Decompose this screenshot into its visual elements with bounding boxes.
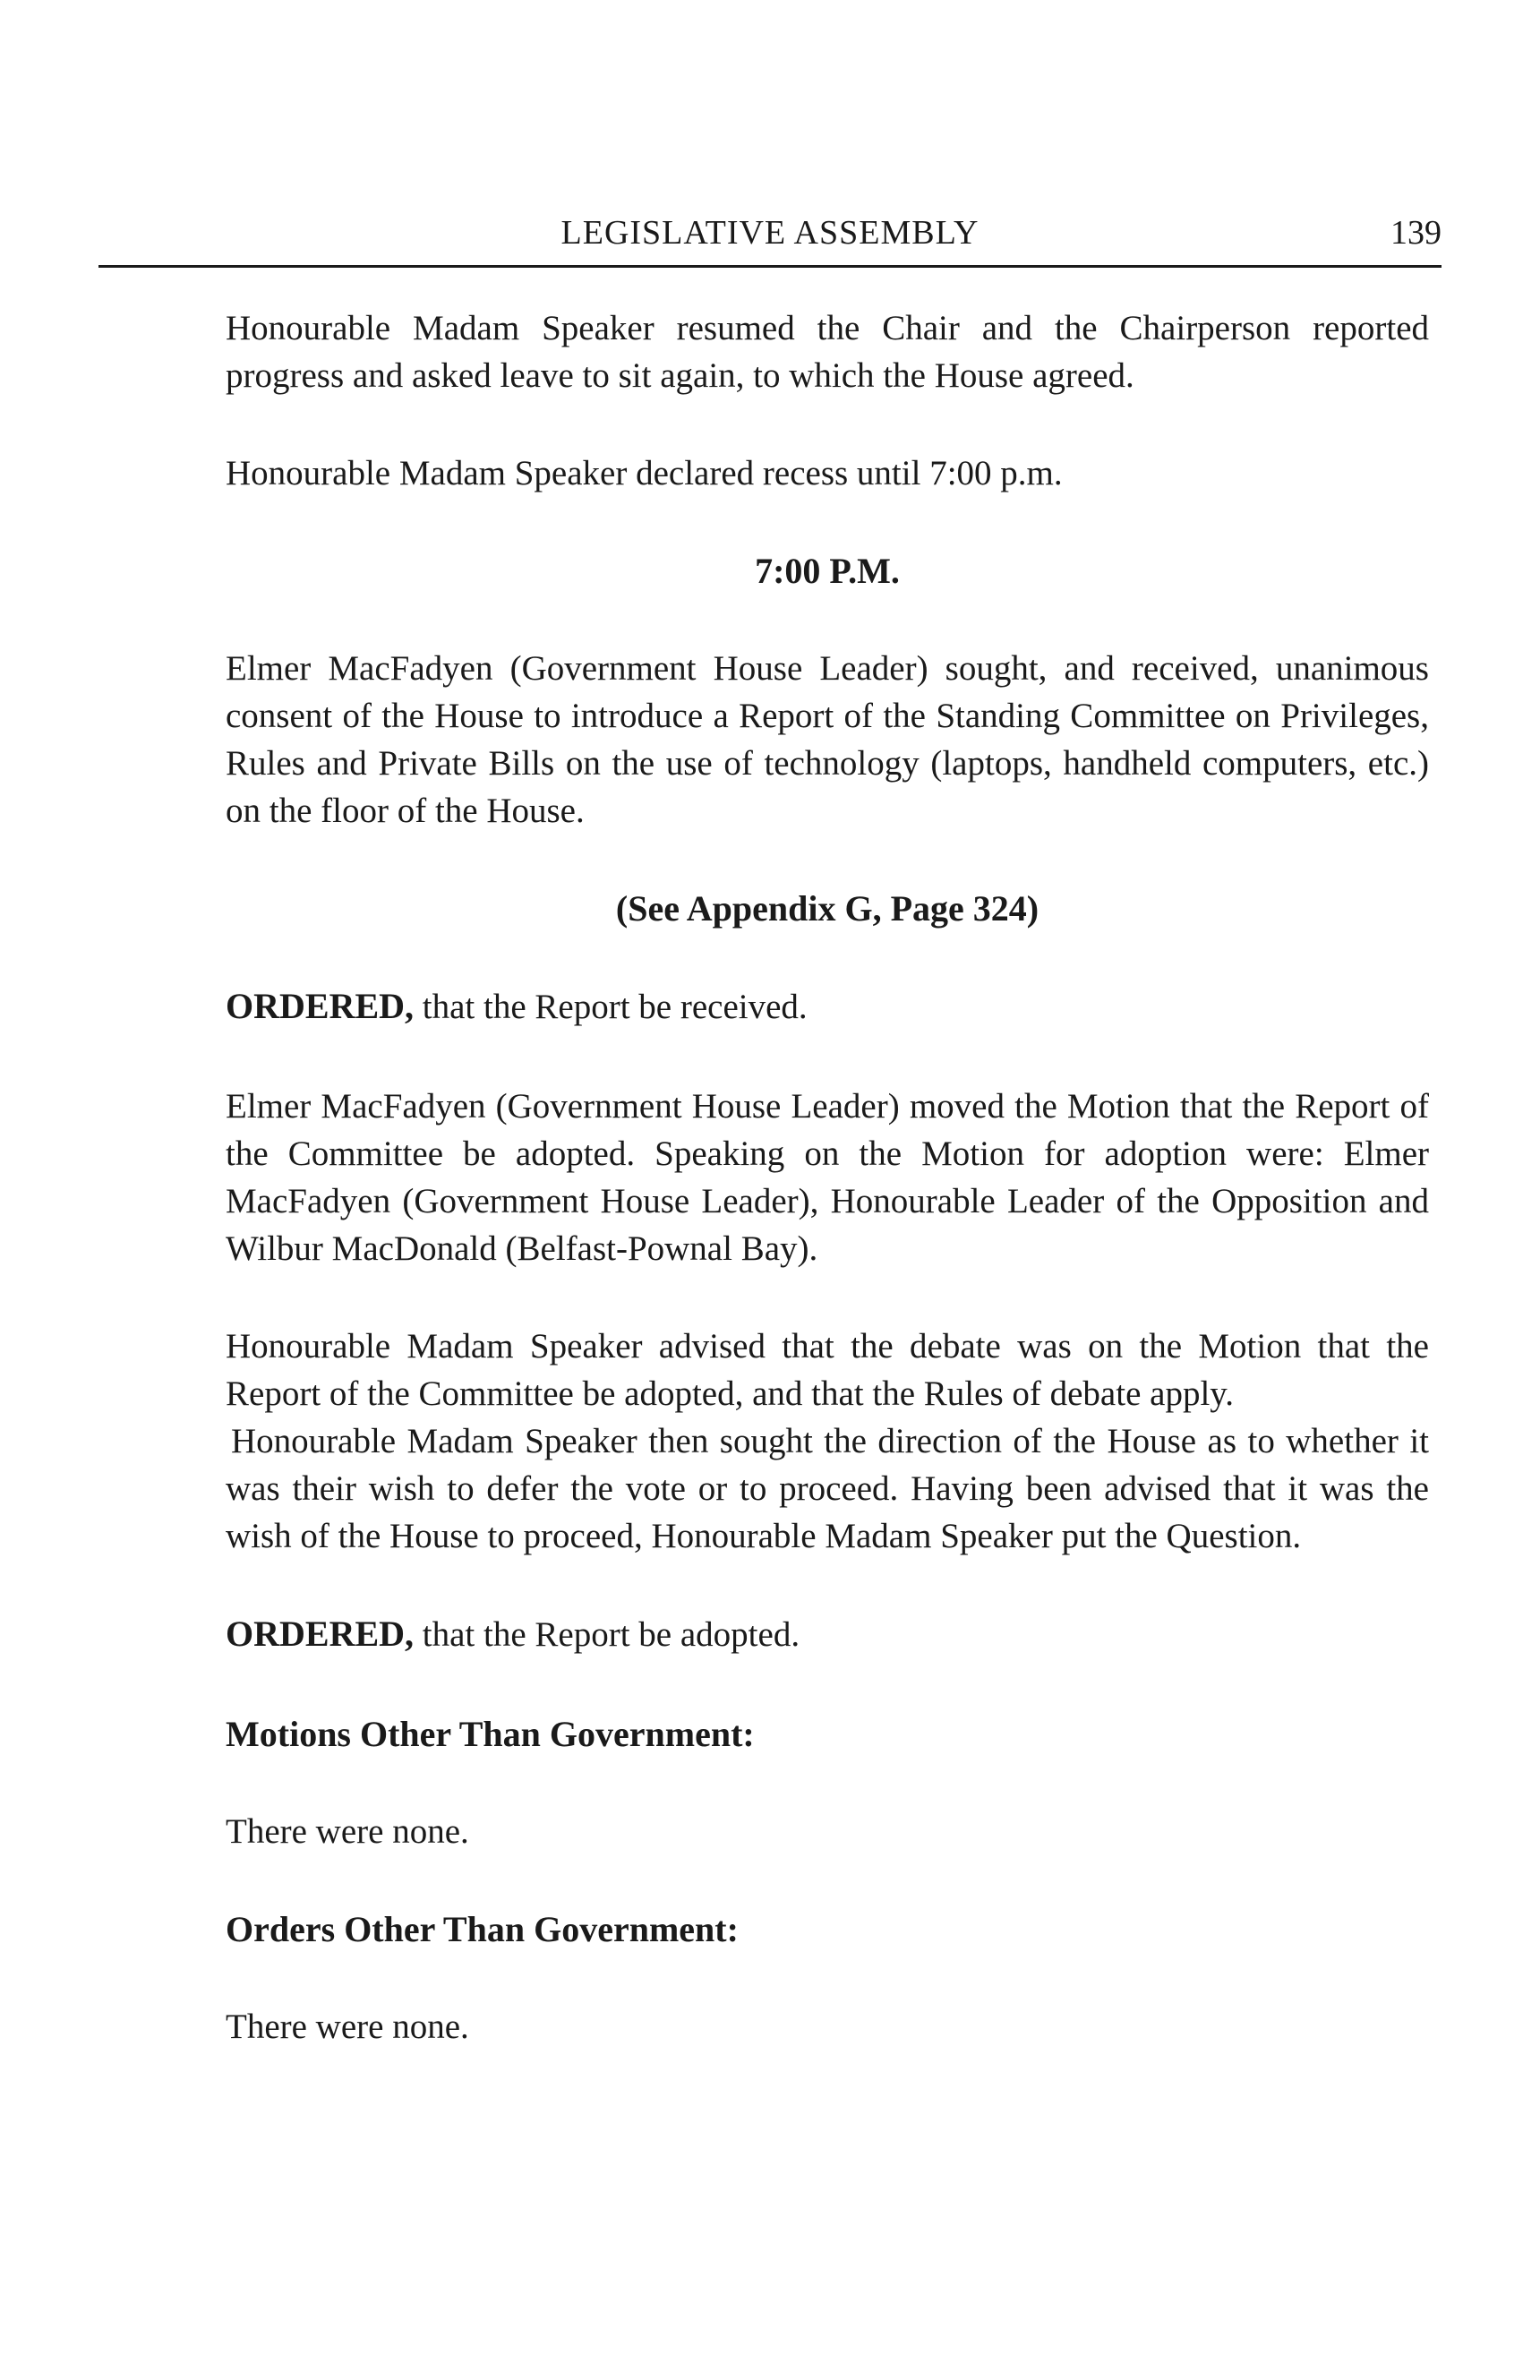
ordered-adopted	[226, 1610, 1429, 1658]
ordered-text: that the Report be received.	[414, 988, 808, 1026]
section-heading-motions: Motions Other Than Government:	[226, 1714, 755, 1754]
ordered-received	[226, 982, 1429, 1031]
section-heading-orders: Orders Other Than Government:	[226, 1909, 739, 1949]
page-body	[226, 304, 1429, 2101]
paragraph-question: Honourable Madam Speaker then sought the direction of the House as to whether it was their wish to defer the vote or to proceed. Having been advised that it was the wish of the House to proceed, Honourable Madam Speaker put the Question.	[226, 1422, 1429, 1555]
ordered-label: ORDERED,	[226, 1614, 415, 1654]
motions-none-text: There were none.	[226, 1812, 469, 1851]
appendix-reference: (See Appendix G, Page 324)	[615, 888, 1040, 929]
time-heading: 7:00 P.M.	[755, 551, 900, 591]
ordered-label: ORDERED,	[226, 986, 415, 1026]
paragraph-speaker-resumed: Honourable Madam Speaker resumed the Chair and the Chairperson reported progress and asked leave to sit again, to which the House agreed.	[226, 309, 1429, 395]
ordered-text: that the Report be adopted.	[414, 1615, 800, 1654]
page-number: 139	[1390, 214, 1442, 252]
running-head: LEGISLATIVE ASSEMBLY	[560, 214, 980, 252]
paragraph-recess: Honourable Madam Speaker declared recess until 7:00 p.m.	[226, 454, 1063, 492]
paragraph-consent: Elmer MacFadyen (Government House Leader) sought, and received, unanimous consent of the House to introduce a Report of the Standing Committee on Privileges, Rules and Private Bills on the use of technology (laptops, handheld computers, etc.) on the floor of the House.	[226, 649, 1429, 830]
paragraph-debate-rules: Honourable Madam Speaker advised that the debate was on the Motion that the Report of the Committee be adopted, and that the Rules of debate apply.	[226, 1327, 1429, 1413]
paragraph-motion-adoption: Elmer MacFadyen (Government House Leader) moved the Motion that the Report of the Committee be adopted. Speaking on the Motion for adoption were: Elmer MacFadyen (Government House Leader), Honourable Leader of the Opposition and Wilbur MacDonald (Belfast-Pownal Bay).	[226, 1087, 1429, 1268]
page-header	[98, 208, 1442, 268]
orders-none-text: There were none.	[226, 2008, 469, 2046]
